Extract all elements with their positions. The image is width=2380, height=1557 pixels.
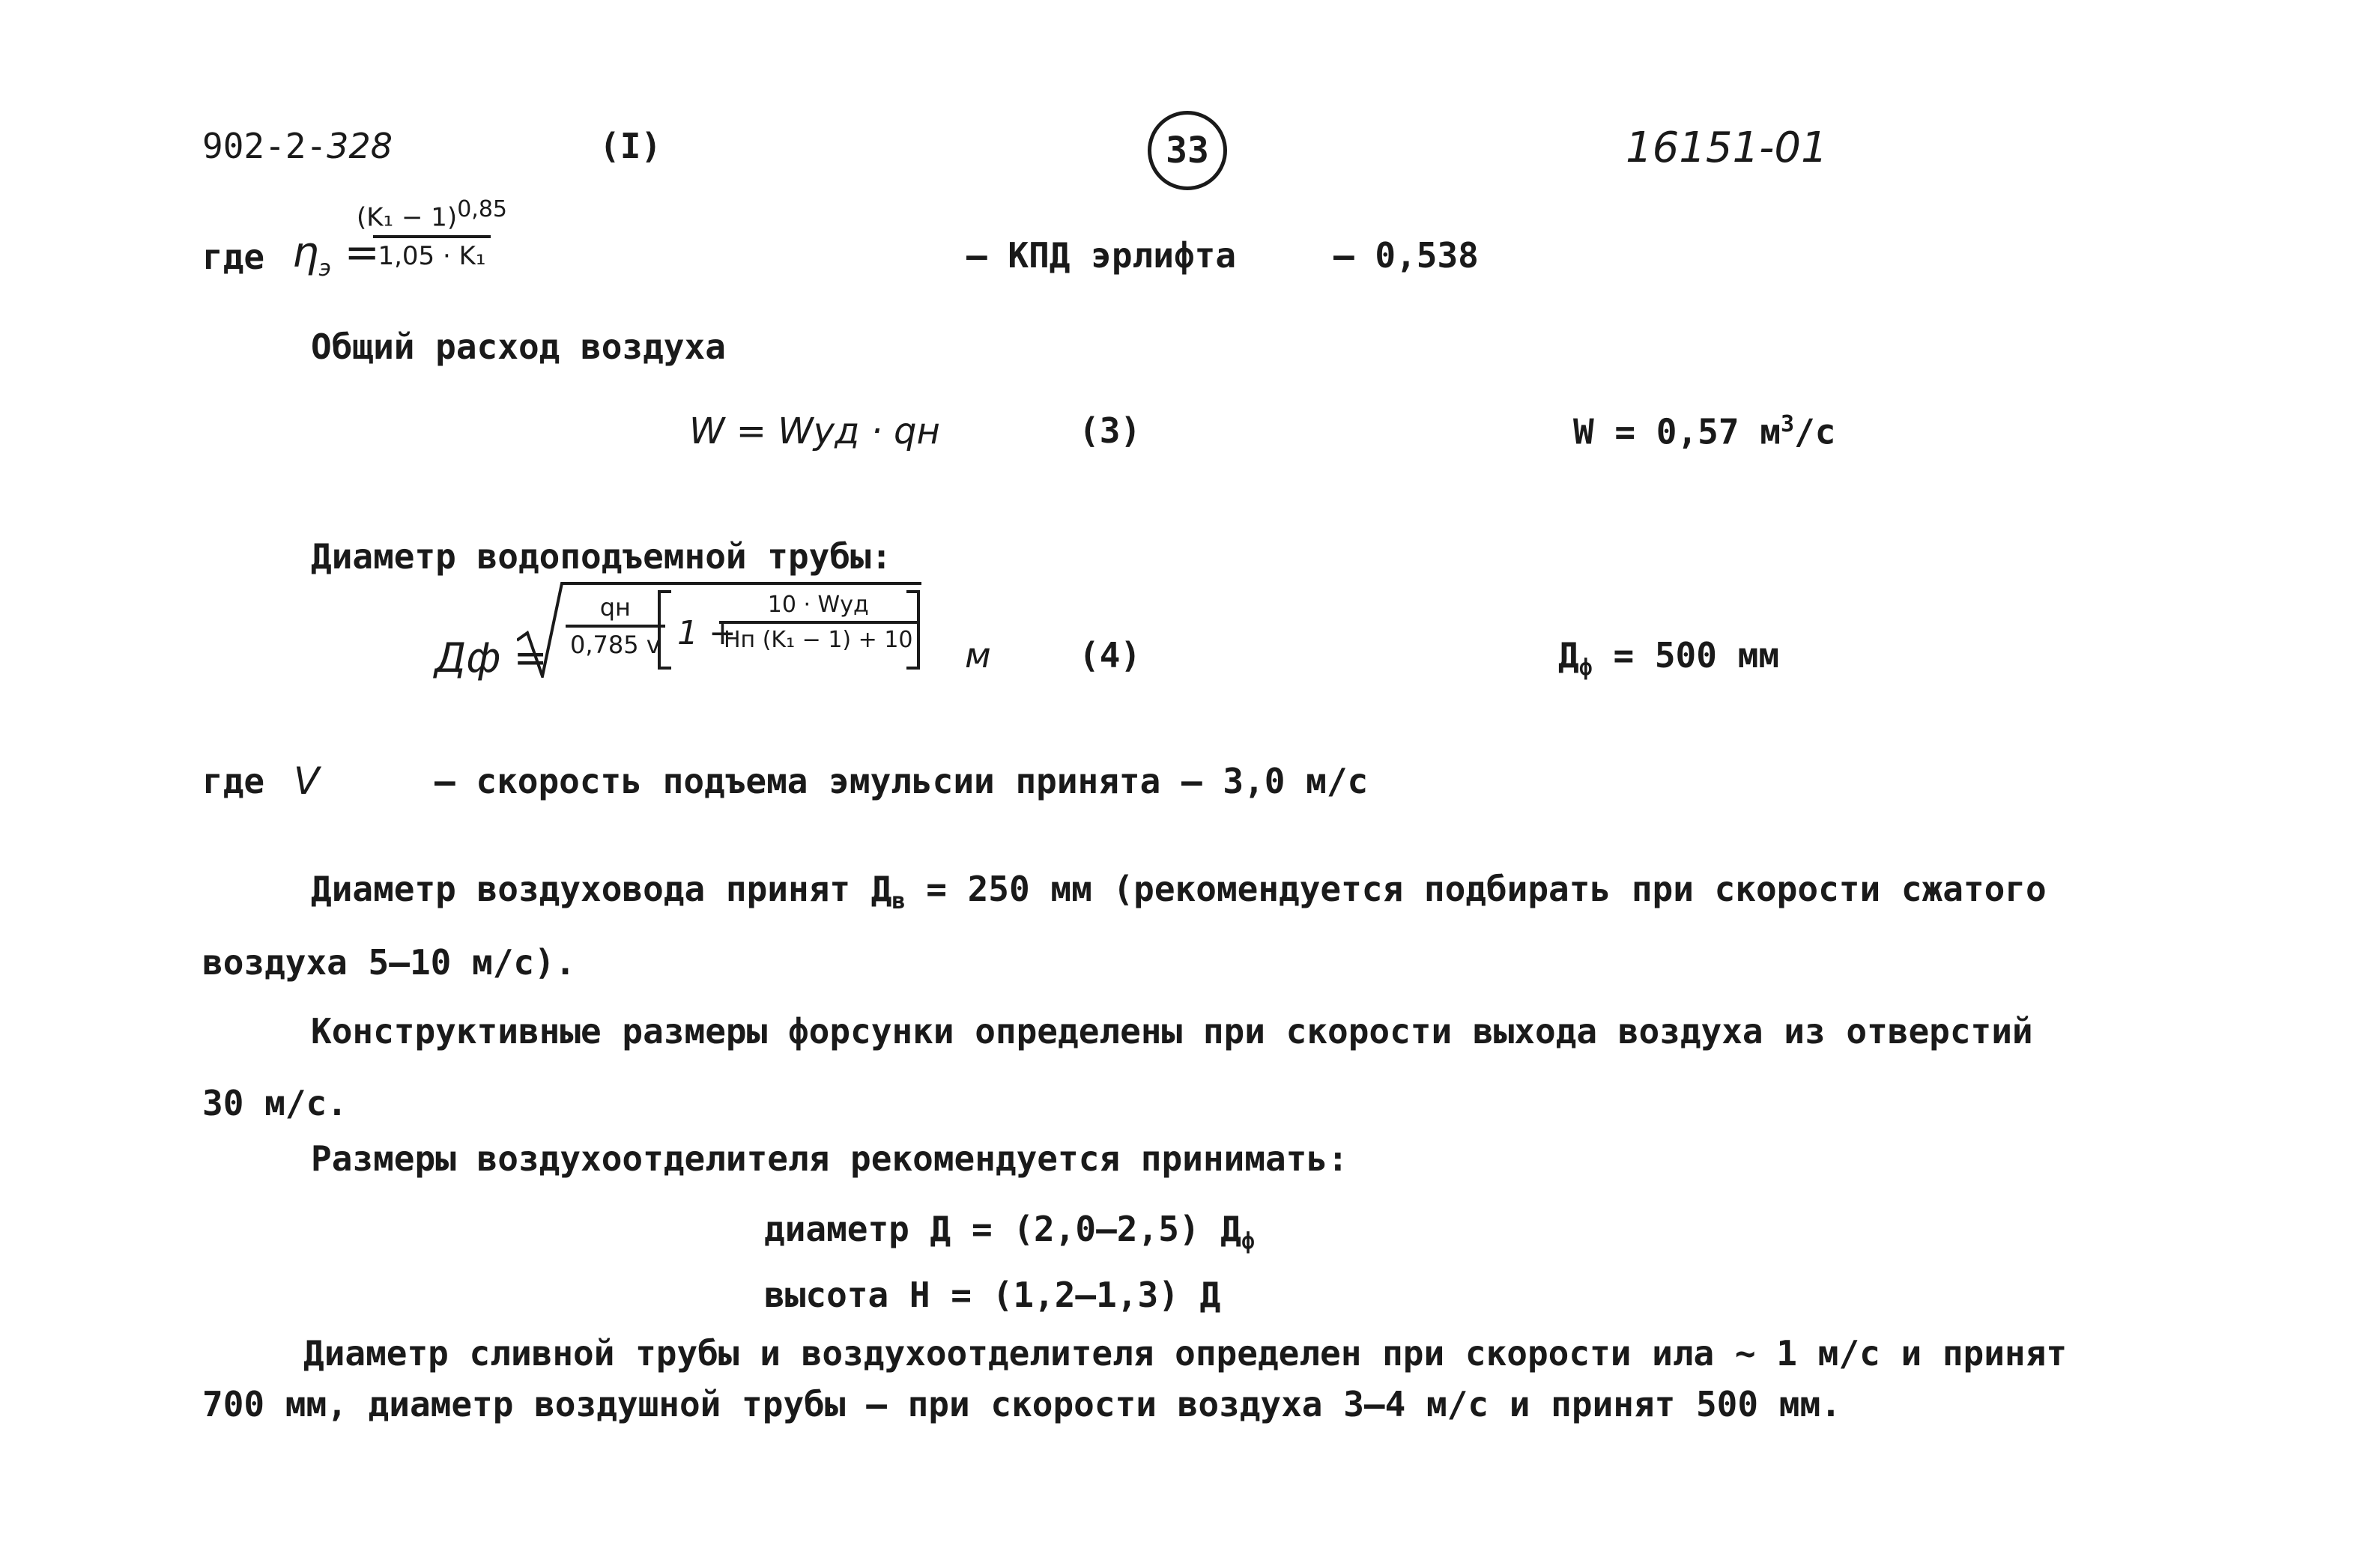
velocity-where: где (202, 761, 265, 801)
page-number-stamp (1148, 111, 1227, 190)
efficiency-fraction (352, 196, 512, 271)
doc-code-handwritten: 328 (327, 126, 393, 166)
fraction-1-denominator: 0,785 v (566, 625, 665, 659)
drain-pipe-line-2: 700 мм, диаметр воздушной трубы – при скорости воздуха 3–4 м/с и принят 500 мм. (202, 1384, 1841, 1424)
bracket-one-plus: 1 + (677, 614, 736, 652)
separator-diameter: диаметр Д = (2,0–2,5) $Д_ф$ (764, 1209, 1256, 1255)
separator-height: высота Н = (1,2–1,3) Д (764, 1275, 1221, 1315)
fraction-2-numerator: 10 · Wуд (767, 592, 869, 618)
total-air-equation-number: (3) (1079, 410, 1142, 451)
nozzle-line-1: Конструктивные размеры форсунки определены при скорости выхода воздуха из отверстий (311, 1011, 2033, 1051)
pipe-diameter-heading: Диаметр водоподъемной трубы: (311, 536, 892, 577)
pipe-diameter-unit: м (965, 635, 991, 676)
left-bracket (658, 590, 671, 670)
doc-code: 902-2-328 (202, 126, 393, 166)
efficiency-denominator: 1,05 · K₁ (373, 235, 490, 271)
pipe-diameter-lhs: Дф = (434, 634, 548, 682)
page-number: 33 (1166, 130, 1209, 172)
total-air-heading: Общий расход воздуха (311, 327, 726, 367)
efficiency-symbol: $\eta_э$ = (292, 228, 380, 282)
fraction-1-numerator: qн (599, 593, 631, 622)
efficiency-where: где (202, 237, 265, 277)
right-bracket (906, 590, 920, 670)
efficiency-value: – 0,538 (1333, 235, 1479, 276)
total-air-formula: W = Wуд · qн (689, 410, 940, 452)
separator-dimensions-heading: Размеры воздухоотделителя рекомендуется принимать: (311, 1138, 1348, 1179)
efficiency-exponent: 0,85 (457, 196, 507, 222)
air-duct-line-2: воздуха 5–10 м/с). (202, 942, 576, 983)
nozzle-line-2: 30 м/с. (202, 1083, 348, 1123)
fraction-2-denominator: Hп (K₁ − 1) + 10 (719, 621, 918, 653)
efficiency-label: – КПД эрлифта (966, 235, 1237, 276)
pipe-diameter-fraction-1 (566, 593, 665, 659)
pipe-diameter-result: $Д_ф = 500$ мм (1558, 635, 1780, 682)
pipe-diameter-equation-number: (4) (1079, 635, 1142, 676)
efficiency-numerator: (K₁ − 1) (357, 202, 458, 233)
drain-pipe-line-1: Диаметр сливной трубы и воздухоотделителя определен при скорости ила ~ 1 м/с и принят (303, 1333, 2068, 1374)
part-number: (I) (599, 126, 662, 166)
velocity-symbol: V (294, 759, 320, 803)
air-duct-line-1: Диаметр воздуховода принят $Д_в = 250$ мм (рекомендуется подбирать при скорости сжатого (311, 869, 2047, 915)
sheet-code: 16151-01 (1626, 124, 1828, 172)
pipe-diameter-fraction-2 (719, 592, 918, 653)
total-air-result: W = 0,57 $м^3/с$ (1573, 411, 1836, 452)
velocity-text: – скорость подъема эмульсии принята – 3,0 м/с (434, 761, 1369, 801)
